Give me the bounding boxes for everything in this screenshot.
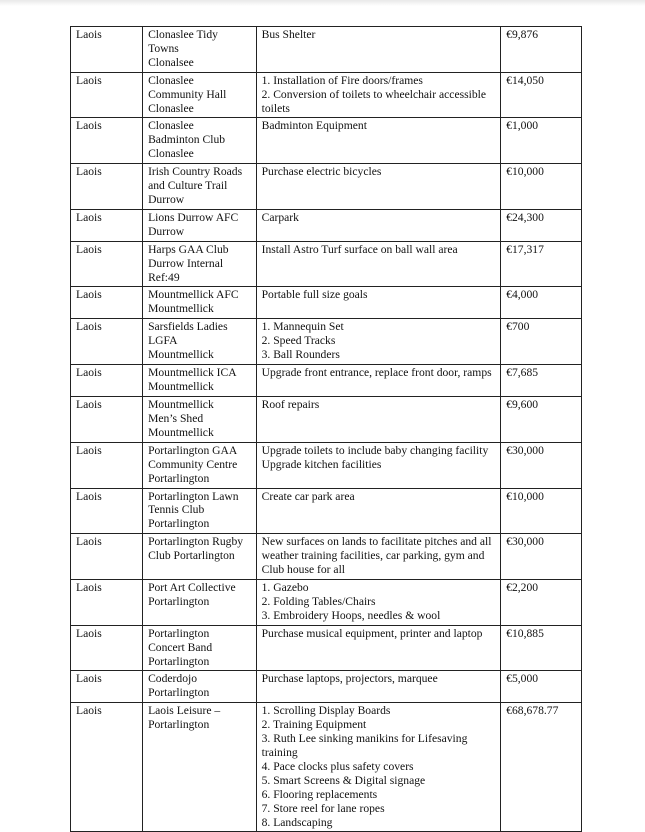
purpose-cell xyxy=(256,671,501,703)
organisation-cell xyxy=(143,287,257,319)
table-row xyxy=(71,671,582,703)
organisation-line: Clonaslee Tidy xyxy=(148,28,218,41)
organisation-line: Clonaslee xyxy=(148,73,194,87)
purpose-line: 2. Training Equipment xyxy=(261,718,367,732)
organisation-cell xyxy=(143,534,257,580)
purpose-cell xyxy=(256,442,501,488)
organisation-cell xyxy=(143,580,257,626)
county-cell: Laois xyxy=(71,319,143,365)
table-row xyxy=(71,319,582,365)
purpose-cell xyxy=(256,209,501,241)
page-top-edge xyxy=(0,0,645,6)
organisation-cell xyxy=(143,27,257,73)
purpose-cell xyxy=(256,164,501,210)
purpose-cell xyxy=(256,580,501,626)
organisation-line: Durrow xyxy=(148,192,185,206)
organisation-line: Portarlington xyxy=(148,626,210,640)
purpose-line: 3. Ruth Lee sinking manikins for Lifesaving training xyxy=(261,732,468,759)
organisation-cell xyxy=(143,241,257,287)
table-row xyxy=(71,241,582,287)
purpose-line: 7. Store reel for lane ropes xyxy=(261,801,385,815)
amount-cell: €10,000 xyxy=(501,488,582,534)
organisation-cell xyxy=(143,671,257,703)
amount-cell: €14,050 xyxy=(501,72,582,118)
table-row xyxy=(71,397,582,443)
purpose-line: 1. Gazebo xyxy=(261,581,309,594)
amount-cell: €9,600 xyxy=(501,397,582,443)
organisation-cell xyxy=(143,118,257,164)
organisation-line: Badminton Club xyxy=(148,133,226,147)
amount-cell: €30,000 xyxy=(501,534,582,580)
county-cell: Laois xyxy=(71,580,143,626)
purpose-cell xyxy=(256,287,501,319)
organisation-line: Mountmellick xyxy=(148,348,214,362)
county-cell: Laois xyxy=(71,241,143,287)
purpose-line: Badminton Equipment xyxy=(261,119,367,133)
organisation-line: Mountmellick xyxy=(148,380,214,394)
table-row xyxy=(71,209,582,241)
purpose-line: Upgrade kitchen facilities xyxy=(261,457,382,471)
organisation-line: Clonaslee xyxy=(148,147,194,161)
organisation-line: Clonalsee xyxy=(148,55,194,69)
table-row xyxy=(71,442,582,488)
organisation-line: Portarlington Lawn xyxy=(148,489,239,503)
organisation-cell xyxy=(143,703,257,832)
purpose-cell xyxy=(256,72,501,118)
table-row xyxy=(71,365,582,397)
organisation-cell xyxy=(143,488,257,534)
county-cell: Laois xyxy=(71,397,143,443)
organisation-cell xyxy=(143,397,257,443)
table-row xyxy=(71,164,582,210)
purpose-line: Upgrade front entrance, replace front door, ramps xyxy=(261,366,492,380)
organisation-cell xyxy=(143,442,257,488)
amount-cell: €700 xyxy=(501,319,582,365)
organisation-line: Irish Country Roads xyxy=(148,165,243,179)
purpose-line: Carpark xyxy=(261,210,299,224)
amount-cell: €68,678.77 xyxy=(501,703,582,832)
table-row xyxy=(71,118,582,164)
county-cell: Laois xyxy=(71,118,143,164)
organisation-line: LGFA xyxy=(148,334,178,348)
organisation-line: and Culture Trail xyxy=(148,179,228,193)
organisation-cell xyxy=(143,625,257,671)
purpose-cell xyxy=(256,534,501,580)
county-cell: Laois xyxy=(71,27,143,73)
purpose-line: Upgrade toilets to include baby changing facility xyxy=(261,443,489,457)
purpose-line: Purchase laptops, projectors, marquee xyxy=(261,672,438,686)
purpose-line: Roof repairs xyxy=(261,398,320,412)
organisation-line: Clonaslee xyxy=(148,101,194,115)
purpose-line: Purchase musical equipment, printer and laptop xyxy=(261,626,483,640)
organisation-line: Durrow xyxy=(148,224,185,238)
organisation-line: Harps GAA Club xyxy=(148,242,229,256)
table-row xyxy=(71,580,582,626)
purpose-line: 3. Ball Rounders xyxy=(261,348,340,362)
purpose-line: 2. Speed Tracks xyxy=(261,334,336,348)
table-row xyxy=(71,287,582,319)
table-row xyxy=(71,27,582,73)
table-row xyxy=(71,488,582,534)
amount-cell: €4,000 xyxy=(501,287,582,319)
purpose-line: Purchase electric bicycles xyxy=(261,165,382,179)
organisation-line: Ref:49 xyxy=(148,270,180,284)
county-cell: Laois xyxy=(71,488,143,534)
county-cell: Laois xyxy=(71,442,143,488)
amount-cell: €7,685 xyxy=(501,365,582,397)
purpose-cell xyxy=(256,365,501,397)
organisation-cell xyxy=(143,319,257,365)
purpose-line: Portable full size goals xyxy=(261,288,368,302)
county-cell: Laois xyxy=(71,625,143,671)
purpose-line: 3. Embroidery Hoops, needles & wool xyxy=(261,608,441,622)
county-cell: Laois xyxy=(71,365,143,397)
organisation-cell xyxy=(143,72,257,118)
table-row xyxy=(71,72,582,118)
county-cell: Laois xyxy=(71,703,143,832)
amount-cell: €5,000 xyxy=(501,671,582,703)
organisation-line: Towns xyxy=(148,41,179,55)
organisation-line: Mountmellick xyxy=(148,302,214,316)
organisation-line: Laois Leisure – xyxy=(148,704,221,718)
amount-cell: €1,000 xyxy=(501,118,582,164)
table-row xyxy=(71,703,582,832)
purpose-line: 2. Folding Tables/Chairs xyxy=(261,594,376,608)
organisation-line: Port Art Collective xyxy=(148,581,236,594)
purpose-line: 6. Flooring replacements xyxy=(261,787,378,801)
organisation-line: Portarlington GAA xyxy=(148,443,238,457)
organisation-line: Mountmellick xyxy=(148,425,214,439)
organisation-line: Portarlington xyxy=(148,686,210,700)
amount-cell: €9,876 xyxy=(501,27,582,73)
organisation-line: Portarlington xyxy=(148,718,210,732)
purpose-line: 4. Pace clocks plus safety covers xyxy=(261,759,414,773)
organisation-line: Lions Durrow AFC xyxy=(148,210,239,224)
purpose-line: 2. Conversion of toilets to wheelchair accessible toilets xyxy=(261,87,487,115)
county-cell: Laois xyxy=(71,72,143,118)
county-cell: Laois xyxy=(71,534,143,580)
organisation-cell xyxy=(143,209,257,241)
organisation-line: Durrow Internal xyxy=(148,256,224,270)
county-cell: Laois xyxy=(71,164,143,210)
organisation-line: Portarlington Rugby xyxy=(148,535,244,549)
purpose-line: Create car park area xyxy=(261,489,355,503)
organisation-cell xyxy=(143,164,257,210)
organisation-line: Clonaslee xyxy=(148,119,194,133)
organisation-line: Portarlington xyxy=(148,471,210,485)
organisation-line: Mountmellick xyxy=(148,398,214,412)
purpose-cell xyxy=(256,118,501,164)
purpose-line: 5. Smart Screens & Digital signage xyxy=(261,773,426,787)
organisation-line: Portarlington xyxy=(148,594,210,608)
purpose-cell xyxy=(256,703,501,832)
organisation-line: Tennis Club xyxy=(148,503,205,517)
purpose-line: 8. Landscaping xyxy=(261,815,333,829)
purpose-cell xyxy=(256,319,501,365)
amount-cell: €10,885 xyxy=(501,625,582,671)
organisation-line: Club Portarlington xyxy=(148,549,235,563)
purpose-cell xyxy=(256,625,501,671)
county-cell: Laois xyxy=(71,287,143,319)
purpose-line: Install Astro Turf surface on ball wall area xyxy=(261,242,458,256)
organisation-line: Community Hall xyxy=(148,87,227,101)
purpose-cell xyxy=(256,488,501,534)
county-cell: Laois xyxy=(71,671,143,703)
grants-table xyxy=(70,26,582,832)
amount-cell: €10,000 xyxy=(501,164,582,210)
purpose-cell xyxy=(256,27,501,73)
organisation-line: Sarsfields Ladies xyxy=(148,320,228,334)
organisation-line: Community Centre xyxy=(148,457,238,471)
purpose-line: Bus Shelter xyxy=(261,28,316,41)
amount-cell: €17,317 xyxy=(501,241,582,287)
organisation-line: Mountmellick ICA xyxy=(148,366,237,380)
amount-cell: €2,200 xyxy=(501,580,582,626)
purpose-cell xyxy=(256,397,501,443)
organisation-line: Portarlington xyxy=(148,517,210,531)
grants-table-body xyxy=(71,27,582,832)
organisation-line: Coderdojo xyxy=(148,672,198,686)
table-row xyxy=(71,625,582,671)
organisation-line: Concert Band xyxy=(148,640,213,654)
organisation-cell xyxy=(143,365,257,397)
purpose-cell xyxy=(256,241,501,287)
amount-cell: €30,000 xyxy=(501,442,582,488)
amount-cell: €24,300 xyxy=(501,209,582,241)
purpose-line: 1. Mannequin Set xyxy=(261,320,344,334)
purpose-line: 1. Installation of Fire doors/frames xyxy=(261,73,423,87)
organisation-line: Mountmellick AFC xyxy=(148,288,239,302)
organisation-line: Men’s Shed xyxy=(148,412,204,426)
purpose-line: New surfaces on lands to facilitate pitches and all weather training facilities, car parking, gym and Club house for all xyxy=(261,535,492,577)
organisation-line: Portarlington xyxy=(148,654,210,668)
purpose-line: 1. Scrolling Display Boards xyxy=(261,704,391,718)
table-row xyxy=(71,534,582,580)
county-cell: Laois xyxy=(71,209,143,241)
